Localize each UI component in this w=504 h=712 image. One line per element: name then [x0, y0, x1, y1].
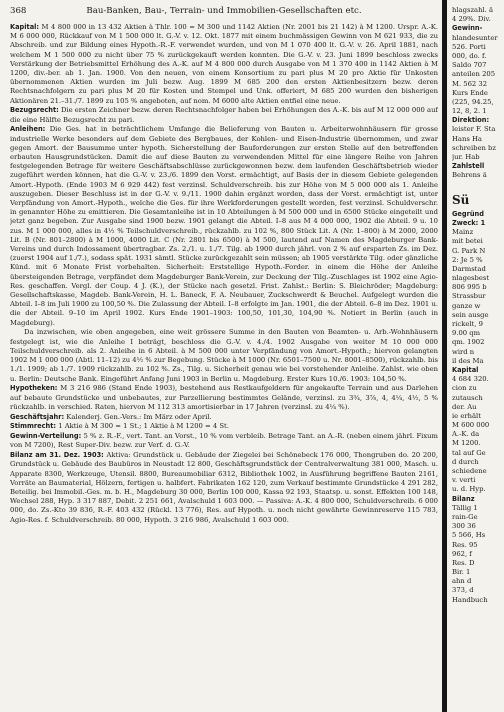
- paragraph-text: Kalenderj. Gen.-Vers.: Im März oder April.: [66, 412, 212, 421]
- side-line: Zweck: 1: [452, 218, 486, 227]
- paragraph-text: Aktiva: Grundstück u. Gebäude der Ziegelei bei Schönebeck 176 000, Thongruben do. 20 200, Grundstück u. Gebäude des Baubüros in Neustadt 12 800, Geschäftsgrundstück der Centralverwaltung 381 000, Masch. u. Apparate 8300, Werkzeuge, Utensil. 8800, Bureaumobiliar 6312, Bibliothek 1002, in Ausführung begriffene Bauten 2161, Vorräte an Baumaterial, Hölzern, fertigen u. halbfert. Fabrikaten 162 120, zum Verkauf bestimmte Grundstücke 4 291 282, Beteilig. bei Immobil.-Ges. m. b. H., Magdeburg 30 000, Berlin 100 000, Kassa 92 193, Staatsp. u. sonst. Effekten 100 148, Wechsel 288, Hyp. 3 317 887, Debit. 2 251 661, Avalschuld 1 603 000. — Passiva: A.-K. 4 800 000, Schuldverschreib. 6 000 000, do. Zs.-Kto 39 836, R.-F. 403 432 (Rückl. 13 776), Res. auf Hypoth. u. noch nicht gewährte Gewinnreserve 115 783, Agio-Res. f. Schuldverschreib. 80 000, Hypoth. 3 216 986, Avalschuld 1 603 000.: [10, 451, 438, 524]
- adjacent-column-clipped: [452, 6, 504, 706]
- side-line: Behrens ä: [452, 171, 487, 180]
- side-line: M 600 000: [452, 421, 490, 430]
- side-line: Kurs Ende: [452, 88, 488, 97]
- paragraph: [10, 125, 438, 327]
- side-line: hlagszahl. ä: [452, 6, 494, 14]
- paragraph-label: Anleihen:: [10, 125, 46, 134]
- side-line: A.-K. da: [452, 430, 480, 439]
- column-divider: [442, 0, 447, 712]
- side-line: anteilen 205: [452, 70, 496, 79]
- side-line: 373, d: [452, 586, 474, 595]
- paragraph-text: Da inzwischen, wie oben angegeben, eine weit grössere Summe in den Bauten von Beamten- u. Arb.-Wohnhäusern festgelegt ist, wie die Anleihe I beträgt, beschloss die G.-V. v. 4./4. 1902 Ausgabe von weiter M 10 000 000 Teilschuldverschreib. als 2. Anleihe in 6 Abteil. à M 500 000 unter Verpfändung von Amort.-Hypoth.; hiervon gelangten 1902 M 1 000 000 (Abtl. 11–12) zu 4½ % zur Begebung. Stücke à M 1000 (Nr. 6501–7500 u. Nr. 8001–8500), rückzahlb. bis 1./1. 1909; ab 1./7. 1909 rückzahlb. zu 102 %. Zs., Tilg. u. Sicherheit genau wie bei vorstehender Anleihe. Zahlst. wie oben u. Berlin: Deutsche Bank. Eingeführt Anfang Juni 1903 in Berlin u. Magdeburg. Erster Kurs 10./6. 1903: 104,50 %.: [10, 328, 438, 383]
- side-line: mit betei: [452, 237, 483, 246]
- side-line: Res. D: [452, 558, 475, 567]
- paragraph: [10, 328, 438, 383]
- side-line: v. verti: [452, 476, 476, 485]
- side-line: der. Au: [452, 402, 477, 411]
- side-line: u. d. Hyp.: [452, 485, 486, 494]
- side-line: Zahlstell: [452, 162, 485, 171]
- side-line: qm. 1902: [452, 338, 485, 347]
- side-line: Sü: [452, 192, 470, 207]
- side-line: 4 29%. Div.: [452, 15, 491, 24]
- side-line: Kapital: [452, 365, 479, 374]
- side-line: 806 995 b: [452, 283, 487, 292]
- paragraph-text: M 3 216 986 (Stand Ende 1903), bestehend aus Restkaufgeldern für angekaufte Terrain und aus Darlehen auf bebaute Grundstücke und unbebautes, zur Parzellierung bestimmtes Gelände, verzinsl. zu 3¾, 3⅞, 4, 4¼, 4½, 5 % rückzahlb. in verschied. Raten, hiervon M 112 313 amortisierbar in 17 Jahren (verzinsl. zu 4¼ %).: [10, 384, 438, 411]
- paragraph: [10, 413, 438, 422]
- side-line: Gegründ: [452, 209, 484, 218]
- paragraph-label: Kapital:: [10, 23, 40, 31]
- side-line: Hans Ha: [452, 134, 482, 143]
- side-line: Saldo 707: [452, 61, 487, 70]
- side-line: hlandesunter: [452, 33, 498, 42]
- side-line: sein ausge: [452, 310, 489, 319]
- side-line: Res. 95: [452, 540, 478, 549]
- side-line: 5 566, Hs: [452, 531, 486, 540]
- side-line: nlagesbest: [452, 274, 490, 283]
- side-line: wird n: [452, 347, 475, 356]
- side-line: ahn d: [452, 577, 472, 586]
- side-line: tal auf Ge: [452, 448, 486, 457]
- paragraph: [10, 23, 438, 106]
- side-line: leister F. Sta: [452, 125, 496, 134]
- side-line: 2: Je 5 %: [452, 255, 483, 264]
- page-number: 368: [10, 6, 27, 16]
- side-line: zutausch: [452, 393, 483, 402]
- side-line: rain-Ge: [452, 512, 478, 521]
- paragraph-text: 5 % z. R.-F., vert. Tant. an Vorst., 10 % vom verbleib. Betrage Tant. an A.-R. (neben einem jährl. Fixum von M 7200), Rest Super-Div. bezw. zur Verf. d. G.-V.: [10, 432, 438, 450]
- side-line: schreiben bz: [452, 143, 496, 152]
- paragraph-label: Stimmrecht:: [10, 422, 57, 431]
- paragraph: [10, 422, 438, 431]
- side-line: ie erhält: [452, 411, 481, 420]
- side-line: Handbuch: [452, 595, 488, 604]
- side-line: M 1200.: [452, 439, 481, 448]
- side-line: [452, 181, 504, 190]
- side-line: Mainz: [452, 228, 474, 237]
- side-line: Tällig 1: [452, 503, 478, 512]
- side-line: rickelt, 9: [452, 320, 483, 328]
- side-line: G. Park N: [452, 246, 486, 255]
- paragraph-label: Geschäftsjahr:: [10, 412, 65, 421]
- side-line: Bilanz: [452, 494, 475, 503]
- main-column: [10, 23, 438, 707]
- paragraph-label: Hypotheken:: [10, 384, 58, 393]
- side-line: cion zu: [452, 384, 477, 393]
- page-header: [10, 6, 438, 20]
- paragraph-text: 1 Aktie à M 300 = 1 St.; 1 Aktie à M 1200 = 4 St.: [58, 422, 229, 431]
- paragraph: [10, 106, 438, 124]
- side-line: (225, 94.25,: [452, 97, 494, 106]
- side-line: d durch: [452, 457, 479, 466]
- side-line: Strassbur: [452, 292, 486, 301]
- side-line: Darmstad: [452, 264, 486, 273]
- side-line: M. 562 32: [452, 79, 488, 88]
- paragraph: [10, 384, 438, 412]
- paragraph-text: Die Ges. hat in beträchtlichem Umfange die Belieferung von Bauten u. Arbeiterwohnhäusern für grosse industrielle Werke besonders auf dem Gebiete des Bergbaues, der Kohlen- und Eisen-Industrie übernommen, und zwar gegen Amort. der Bausumme unter hypoth. Sicherstellung der Bauforderungen zur ersten Stelle auf den betreffenden erbauten Hausgrundstücken. Damit die auf diese Bauten zu verwendenden Mittel für eine längere Reihe von Jahren festgelegenden Betrage für weitere Geschäftsabschlüsse zurückgewonnen bezw. dem laufenden Geschäftsbetrieb wieder zugeführt werden können, hat die G.-V. v. 23./6. 1899 den Vorst. ermächtigt, auf Basis der in diesem Gebiete gelegenden Amort.-Hypoth. (Ende 1903 M 6 929 442) fest verzinsl. Schuldverschreib. bis zur Höhe von M 5 000 000 als 1. Anleihe auszugeben. Dieser Beschluss ist in der G.-V. v. 9./11. 1900 dahin ergänzt worden, dass der Vorst. ermächtigt ist, unter Verpfändung von Amort.-Hypoth., welche die Ges. für ihre Werkforderungen gestellt worden, fest verzinsl. Schuldverschr. in genannter Höhe zu emittieren. Die Gesamtanleihe ist in 10 Abteilungen à M 500 000 und in 6500 Stücke eingeteilt und jetzt ganz begeben. Zur Ausgabe sind 1900 bezw. 1901 gelangt die Abteil. I–8 aus M 4 000 000, 1902 die Abteil. 9 u. 10 zus. M 1 000 000, alles in 4½ % Teilschuldverschreib., rückzahlb. zu 102 %, 800 Stück Lit. A (Nr. 1–800) à M 2000, 2000 Lit. B (Nr. 801–2800) à M 1000, 4000 Lit. C (Nr. 2801 bis 6500) à M 500, lautend auf Namen des Magdeburger Bank-Vereins und durch Indossament übertragbar. Zs. 2./1. u. 1./7. Tilg. ab 1900 durch jährl. von 2 % auf ersparten Zs. im Dez. (zuerst 1904 auf 1./7.), sodass spät. 1931 sämtl. Stücke zurückgezahlt sein müssen; ab 1905 verstärkte Tilg. oder gänzliche Künd. mit 6 Monate Frist vorbehalten. Sicherheit: Erststellige Hypoth.-Forder. in einem die Höhe der Anleihe übersteigenden Betrage, verpfändet dem Magdeburger Bank-Verein, zur Deckung der Tilg.-Zuschlages ist 1902 eine Agio-Res. geschaffen. Vergl. der Coup. 4 J. (K.), der Stücke nach gesetzl. Frist. Zahlst.: Berlin: S. Bleichröder; Magdeburg: Gesellschaftskasse, Magdeb. Bank-Verein, H. L. Baneck, F. A. Neubauer, Zuckschwerdt & Beuchel. Aufgelegt wurden die Abteil. I–8 im Juli 1900 zu 100,50 %. Die Zulassung der Abteil. I–8 erfolgte im Jan. 1901, die der Abteil. 6–8 im Dez. 1901 u. die der Abteil. 9–10 im April 1902. Kurs Ende 1901–1903: 100,50, 101,30, 104,90 %. Notiert in Berlin (auch in Magdeburg).: [10, 125, 438, 327]
- page-title: Bau-Banken, Bau-, Terrain- und Immobilien-Gesellschaften etc.: [86, 6, 362, 16]
- side-line: schiedene: [452, 467, 487, 475]
- side-line: 000, do. f.: [452, 51, 487, 60]
- paragraph-label: Bezugsrecht:: [10, 106, 59, 115]
- paragraph-label: Gewinn-Verteilung:: [10, 432, 82, 441]
- side-line: 300 36: [452, 522, 476, 531]
- paragraph-label: Bilanz am 31. Dez. 1903:: [10, 451, 104, 460]
- paragraph-text: Die ersten Zeichner bezw. deren Rechtsnachfolger haben bei Erhöhungen des A.-K. bis auf M 12 000 000 auf die eine Hälfte Bezugsrecht zu pari.: [10, 106, 438, 124]
- side-line: Bir. 1: [452, 568, 471, 577]
- side-line: Direktion:: [452, 116, 490, 125]
- paragraph-text: M 4 800 000 in 13 432 Aktien à Thlr. 100 = M 300 und 1142 Aktien (Nr. 2001 bis 21 142) à M 1200. Urspr. A.-K. M 6 000 000, Rückkauf von M 1 500 000 lt. G.-V. v. 12. Okt. 1877 mit einem buchmässigen Gewinn von M 621 933, die zu Abschreib. und zur Bildung eines Hypoth.-R.-F. verwendet wurden, und von M 1 070 400 lt. G.-V. v. 26. April 1881, nach welchem M 1 500 000 zu nicht über 75 % zurückgekauft werden konnten. Die G.-V. v. 23. Juni 1899 beschloss zwecks Verstärkung der Betriebsmittel Erhöhung des A.-K. auf M 4 800 000 durch Ausgabe von M 1 370 400 in 1142 Aktien à M 1200, div.-ber. ab 1. Jan. 1900. Von den neuen, von einem Konsortium zu pari plus M 20 pro Aktie für Unkosten übernommenen Aktien wurden im Juli bezw. Aug. 1899 M 685 200 den ersten Aktienbesitzern bezw. deren Rechtsnachfolgern zu pari plus M 20 für Kosten und Stempel und Unk. offeriert, M 685 200 wurden den bisherigen Aktionären 21.–31./7. 1899 zu 105 % angeboten, auf nom. M 6000 alte Aktien entfiel eine neue.: [10, 23, 438, 105]
- side-line: 526. Porti: [452, 42, 486, 51]
- side-line: jur. Hab: [452, 153, 480, 161]
- side-line: 12, 8, 2. 1: [452, 107, 487, 116]
- paragraph: [10, 451, 438, 525]
- side-line: 9.00 qm: [452, 329, 481, 338]
- side-line: 962, f: [452, 549, 472, 558]
- side-line: 4 684 320.: [452, 375, 489, 384]
- side-line: Gewinn-: [452, 24, 483, 33]
- side-line: il des Ma: [452, 356, 484, 365]
- side-line: ganze w: [452, 301, 481, 310]
- paragraph: [10, 432, 438, 450]
